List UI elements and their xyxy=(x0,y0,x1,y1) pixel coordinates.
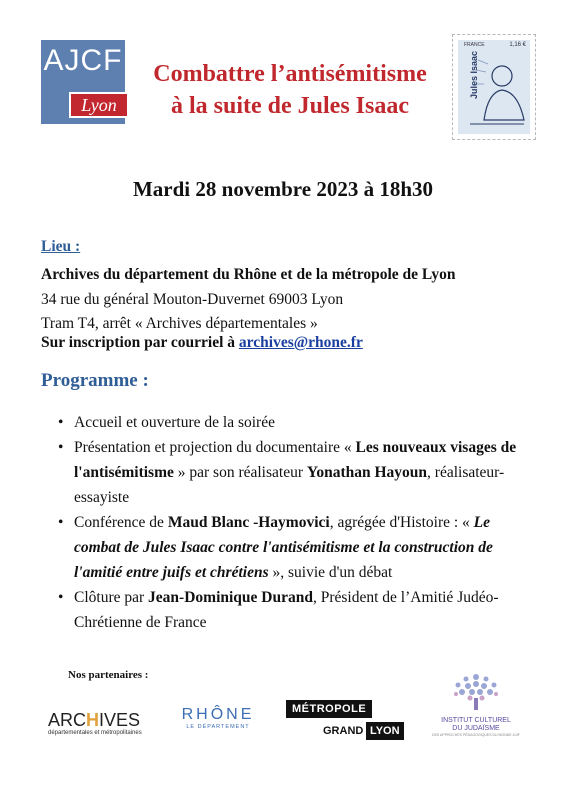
bullet: • xyxy=(58,514,64,531)
speaker-name: Yonathan Hayoun xyxy=(306,464,428,481)
speaker-name: Jean-Dominique Durand xyxy=(148,589,313,606)
ajcf-logo xyxy=(41,40,125,124)
item-text: , réalisateur-essayiste xyxy=(74,464,505,506)
title-line-1: Combattre l’antisémitisme xyxy=(153,61,427,87)
tram-info: Tram T4, arrêt « Archives départementales » xyxy=(41,315,318,332)
list-item xyxy=(58,510,538,585)
icj-line-1: INSTITUT CULTUREL xyxy=(441,717,511,724)
ajcf-logo-city: Lyon xyxy=(81,95,117,115)
archives-logo-post: IVES xyxy=(99,710,141,730)
item-text: Présentation et projection du documentaire « xyxy=(74,439,356,456)
rhone-logo xyxy=(178,706,258,742)
item-text: Clôture par xyxy=(74,589,149,606)
list-item xyxy=(58,435,538,510)
item-text: , Président de l’Amitié Judéo-Chrétienne de France xyxy=(74,589,499,631)
conference-title: Le combat de Jules Isaac contre l'antisémitisme et la construction de l'amitié entre juifs et chrétiens xyxy=(74,514,493,581)
item-text: Accueil et ouverture de la soirée xyxy=(74,414,275,431)
venue-address: 34 rue du général Mouton-Duvernet 69003 Lyon xyxy=(41,291,344,308)
archives-logo-h: H xyxy=(86,710,100,730)
bullet: • xyxy=(58,414,64,431)
institut-culturel-logo xyxy=(424,672,528,748)
list-item xyxy=(58,410,538,435)
venue-name: Archives du département du Rhône et de la métropole de Lyon xyxy=(41,266,456,283)
email-link[interactable]: archives@rhone.fr xyxy=(238,334,363,351)
page-title xyxy=(135,58,445,122)
jules-isaac-stamp xyxy=(452,34,536,140)
metropole-logo-lyon: LYON xyxy=(366,722,404,740)
programme-heading: Programme : xyxy=(41,370,149,391)
item-text: Conférence de xyxy=(74,514,168,531)
bullet: • xyxy=(58,589,64,606)
icj-line-3: DES APPROCHES PÉDAGOGIQUES DU MONDE JUIF xyxy=(432,733,520,737)
stamp-price: 1,16 € xyxy=(509,42,526,48)
item-text: , agrégée d'Histoire : « xyxy=(329,514,474,531)
stamp-name: Jules Isaac xyxy=(469,50,480,100)
title-line-2: à la suite de Jules Isaac xyxy=(170,93,409,119)
stamp-country: FRANCE xyxy=(464,42,485,48)
item-text: », suivie d'un débat xyxy=(268,564,393,581)
tree-icon xyxy=(446,672,506,712)
metropole-logo-line1: MÉTROPOLE xyxy=(286,700,372,718)
inscription-text: Sur inscription par courriel à xyxy=(41,334,239,351)
bullet: • xyxy=(58,439,64,456)
speaker-name: Maud Blanc -Haymovici xyxy=(167,514,330,531)
list-item xyxy=(58,585,538,635)
documentary-title: Les nouveaux visages de l'antisémitisme xyxy=(74,439,517,481)
event-date: Mardi 28 novembre 2023 à 18h30 xyxy=(132,177,434,201)
lieu-label: Lieu : xyxy=(41,238,81,255)
archives-logo-sub: départementales et métropolitaines xyxy=(48,730,142,736)
rhone-logo-sub: LE DÉPARTEMENT xyxy=(186,724,250,730)
ajcf-logo-letters: AJCF xyxy=(43,44,123,77)
stamp-image xyxy=(458,40,530,134)
partners-label: Nos partenaires : xyxy=(68,669,149,681)
item-text: » par son réalisateur xyxy=(173,464,307,481)
metropole-logo-grand: GRAND xyxy=(323,725,364,737)
archives-logo xyxy=(48,710,148,744)
rhone-logo-name: RHÔNE xyxy=(181,706,255,723)
programme-list xyxy=(58,410,538,635)
inscription-line xyxy=(41,330,363,355)
archives-logo-text xyxy=(48,710,148,731)
icj-line-2: DU JUDAÏSME xyxy=(452,725,500,732)
archives-logo-pre: ARC xyxy=(48,710,87,730)
metropole-logo xyxy=(286,700,404,744)
